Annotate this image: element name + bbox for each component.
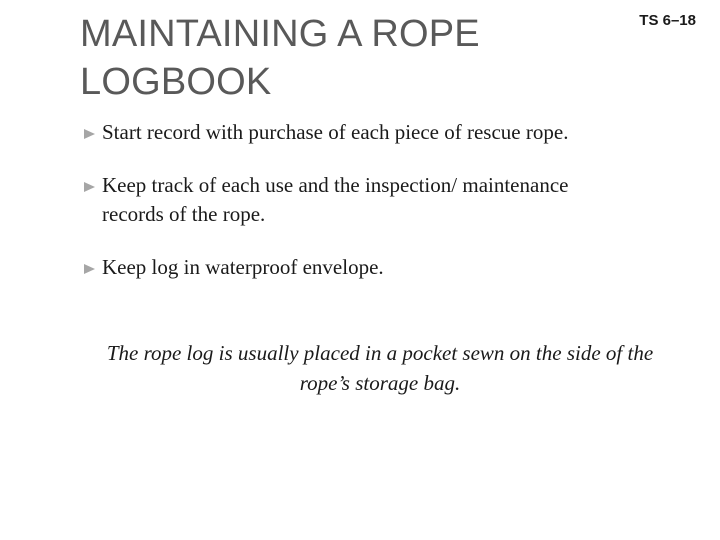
bullet-text: Keep track of each use and the inspection/ maintenance records of the rope.: [102, 173, 569, 226]
triangle-bullet-icon: [84, 264, 95, 274]
bullet-item: [84, 171, 704, 229]
triangle-bullet-icon: [84, 129, 95, 139]
bullet-text: Keep log in waterproof envelope.: [102, 255, 384, 279]
triangle-bullet-icon: [84, 182, 95, 192]
slide-title: MAINTAINING A ROPE LOGBOOK: [80, 13, 480, 103]
bullet-text: Start record with purchase of each piece of rescue rope.: [102, 120, 569, 144]
note-text: The rope log is usually placed in a pocket sewn on the side of the rope’s storage bag.: [106, 341, 654, 395]
bullet-item: [84, 253, 704, 282]
bullet-list: [84, 118, 704, 306]
slide-code: TS 6–18: [639, 12, 696, 29]
bullet-item: [84, 118, 704, 147]
